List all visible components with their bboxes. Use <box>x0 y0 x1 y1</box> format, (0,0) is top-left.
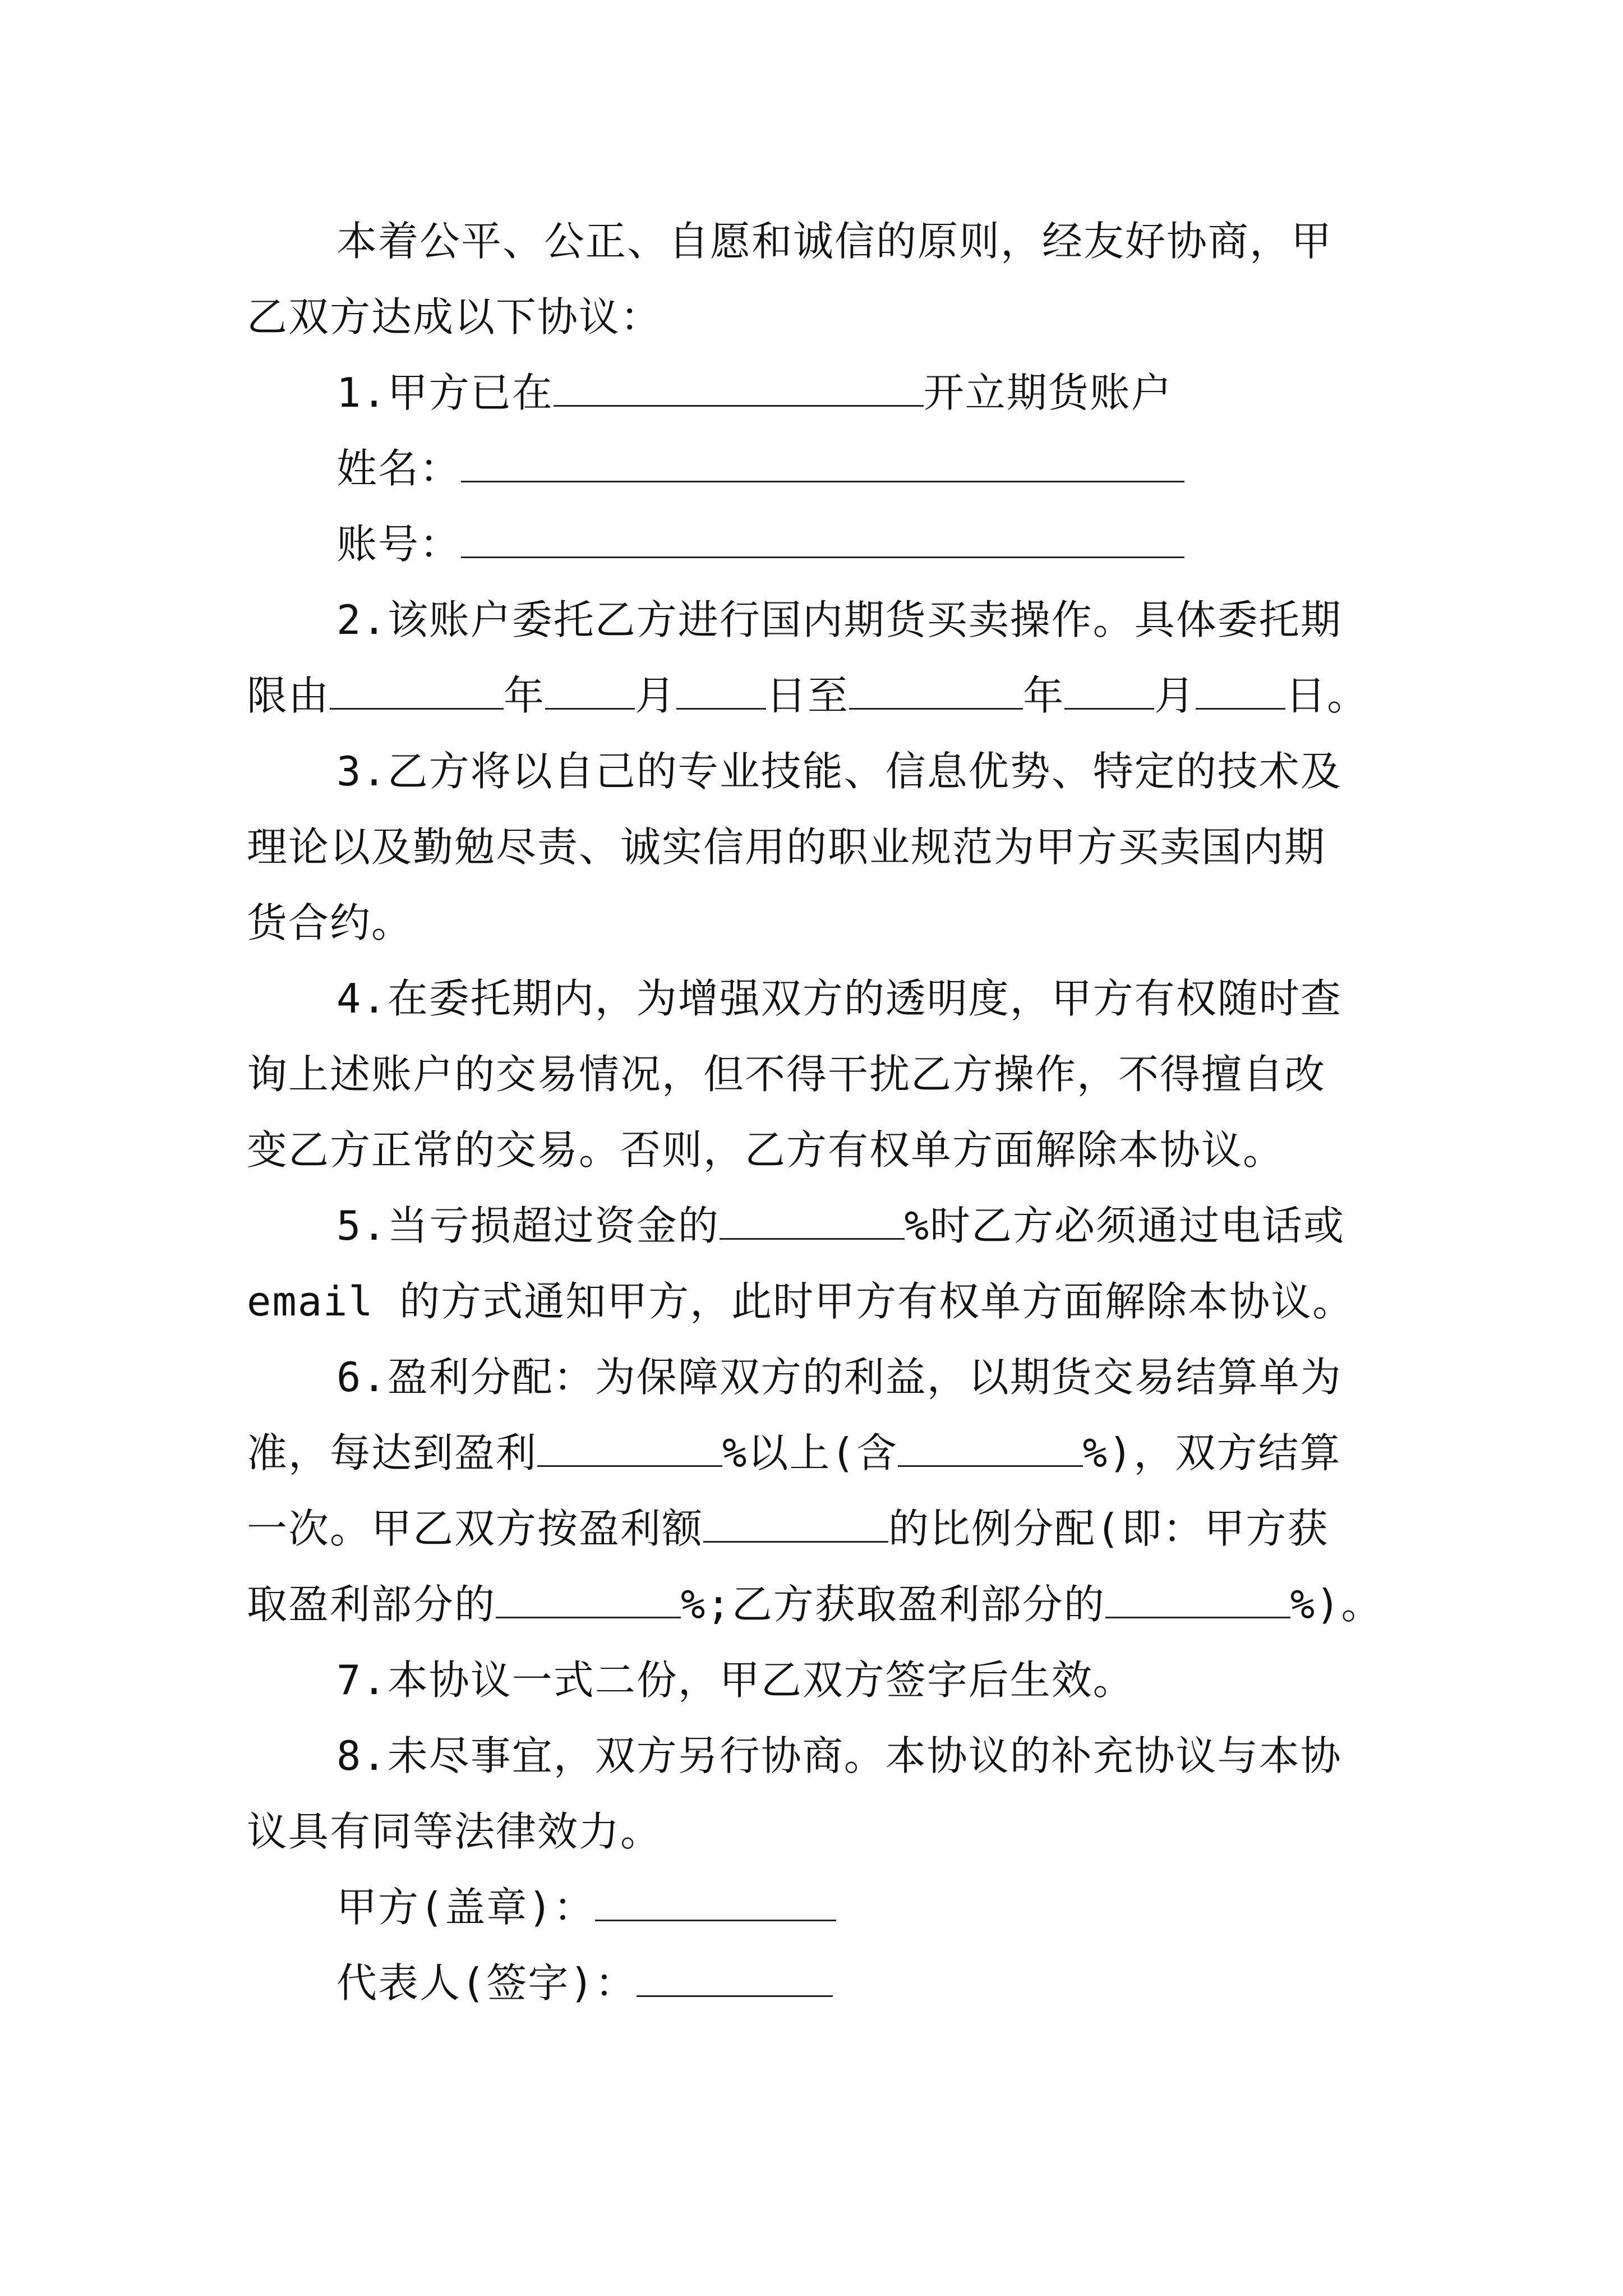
account-label: 账号： <box>336 521 462 568</box>
profit-threshold-blank[interactable] <box>537 1430 722 1467</box>
month-label-2: 月 <box>1154 672 1196 719</box>
party-a-share-blank[interactable] <box>496 1582 681 1618</box>
account-row <box>336 516 1184 572</box>
clause-6-line-3 <box>247 1501 1329 1557</box>
period-from-label: 限由 <box>247 672 330 719</box>
start-year-blank[interactable] <box>330 673 504 710</box>
party-a-label: 甲方(盖章)： <box>336 1884 595 1931</box>
clause-2-line-1: 2.该账户委托乙方进行国内期货买卖操作。具体委托期 <box>336 596 1342 643</box>
end-month-blank[interactable] <box>1064 673 1154 710</box>
clause-5-suffix: %时乙方必须通过电话或 <box>904 1202 1345 1249</box>
day-end-label: 日。 <box>1285 672 1369 719</box>
name-row <box>336 440 1184 496</box>
inclusive-label: %以上(含 <box>722 1429 898 1476</box>
party-a-share-label: 取盈利部分的 <box>247 1581 496 1628</box>
party-a-seal-blank[interactable] <box>595 1885 836 1921</box>
clause-6-line-1: 6.盈利分配：为保障双方的利益，以期货交易结算单为 <box>336 1354 1342 1401</box>
clause-1 <box>336 365 1173 421</box>
day-to-label: 日至 <box>766 672 850 719</box>
clause-6-line-4 <box>247 1576 1382 1632</box>
clause-2-line-2 <box>247 668 1368 724</box>
clause-4-line-1: 4.在委托期内，为增强双方的透明度，甲方有权随时查 <box>336 975 1342 1022</box>
settlement-label: %)，双方结算 <box>1082 1429 1341 1476</box>
clause-8-line-2: 议具有同等法律效力。 <box>247 1808 662 1855</box>
representative-row <box>336 1955 833 2011</box>
party-b-share-label: %;乙方获取盈利部分的 <box>681 1581 1105 1628</box>
party-a-row <box>336 1879 836 1935</box>
start-month-blank[interactable] <box>545 673 635 710</box>
clause-4-line-2: 询上述账户的交易情况，但不得干扰乙方操作，不得擅自改 <box>247 1051 1326 1098</box>
clause-5-line-2: email 的方式通知甲方，此时甲方有权单方面解除本协议。 <box>247 1278 1354 1325</box>
clause-3-line-2: 理论以及勤勉尽责、诚实信用的职业规范为甲方买卖国内期 <box>247 823 1326 871</box>
clause-3-line-1: 3.乙方将以自己的专业技能、信息优势、特定的技术及 <box>336 748 1342 795</box>
month-label-1: 月 <box>635 672 677 719</box>
name-label: 姓名： <box>336 445 462 492</box>
start-day-blank[interactable] <box>676 673 766 710</box>
end-year-blank[interactable] <box>849 673 1023 710</box>
ratio-suffix: 的比例分配(即：甲方获 <box>888 1505 1329 1552</box>
intro-line-2: 乙双方达成以下协议： <box>247 293 662 341</box>
broker-blank[interactable] <box>554 370 924 407</box>
representative-signature-blank[interactable] <box>637 1961 833 1997</box>
year-label-2: 年 <box>1023 672 1065 719</box>
year-label-1: 年 <box>504 672 546 719</box>
loss-percent-blank[interactable] <box>720 1203 905 1240</box>
clause-1-suffix: 开立期货账户 <box>923 369 1173 416</box>
clause-5-line-1 <box>336 1198 1345 1254</box>
intro-line-1: 本着公平、公正、自愿和诚信的原则，经友好协商，甲 <box>336 218 1333 265</box>
inclusive-percent-blank[interactable] <box>898 1430 1083 1467</box>
party-b-share-blank[interactable] <box>1105 1582 1290 1618</box>
clause-3-line-3: 货合约。 <box>247 899 413 946</box>
end-day-blank[interactable] <box>1196 673 1285 710</box>
share-end-label: %)。 <box>1290 1581 1383 1628</box>
clause-4-line-3: 变乙方正常的交易。否则，乙方有权单方面解除本协议。 <box>247 1126 1285 1174</box>
clause-5-prefix: 5.当亏损超过资金的 <box>336 1202 720 1249</box>
account-blank[interactable] <box>461 522 1184 558</box>
clause-1-prefix: 1.甲方已在 <box>336 369 554 416</box>
clause-6-line-2 <box>247 1425 1341 1481</box>
clause-8-line-1: 8.未尽事宜，双方另行协商。本协议的补充协议与本协 <box>336 1732 1342 1779</box>
representative-label: 代表人(签字)： <box>336 1959 637 2007</box>
ratio-label: 一次。甲乙双方按盈利额 <box>247 1505 704 1552</box>
profit-threshold-label: 准，每达到盈利 <box>247 1429 538 1476</box>
ratio-blank[interactable] <box>703 1506 888 1543</box>
clause-7: 7.本协议一式二份，甲乙双方签字后生效。 <box>336 1657 1135 1704</box>
name-blank[interactable] <box>461 446 1184 482</box>
